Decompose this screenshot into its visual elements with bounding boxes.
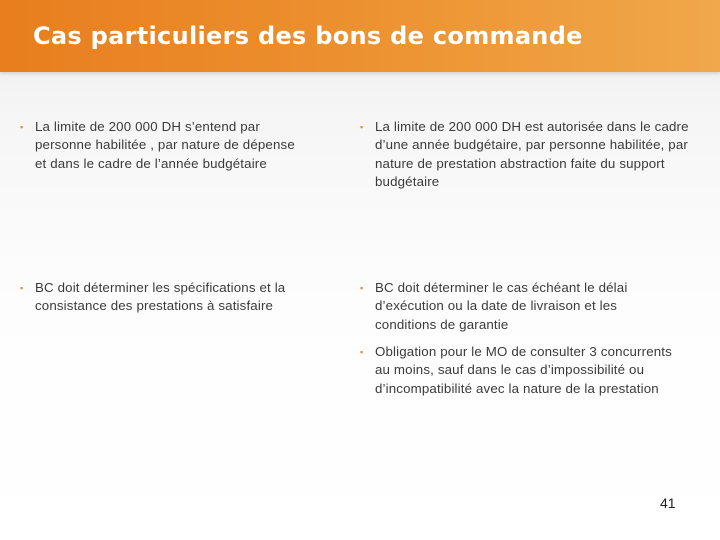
bullet-icon: ▪ <box>360 122 364 132</box>
bullet-icon: ▪ <box>20 283 24 293</box>
bullet-icon: ▪ <box>20 122 24 132</box>
slide-title: Cas particuliers des bons de commande <box>33 22 583 50</box>
bullet-text: Obligation pour le MO de consulter 3 concurrents au moins, sauf dans le cas d’impossibilité ou d’incompatibilité avec la nature de la prestation <box>375 344 672 396</box>
page-number: 41 <box>660 495 676 511</box>
bullet-icon: ▪ <box>360 347 364 357</box>
bullet-item-right-3 <box>360 343 690 398</box>
bullet-text: La limite de 200 000 DH s’entend par personne habilitée , par nature de dépense et dans le cadre de l’année budgétaire <box>35 119 295 171</box>
bullet-item-left-1 <box>20 118 305 173</box>
title-bar <box>0 0 720 72</box>
bullet-item-right-2 <box>360 279 675 334</box>
bullet-item-right-1 <box>360 118 705 191</box>
bullet-item-left-2 <box>20 279 325 316</box>
bullet-text: La limite de 200 000 DH est autorisée dans le cadre d’une année budgétaire, par personne habilitée, par nature de prestation abstraction faite du support budgétaire <box>375 119 689 189</box>
bullet-text: BC doit déterminer le cas échéant le délai d’exécution ou la date de livraison et les conditions de garantie <box>375 280 628 332</box>
bullet-text: BC doit déterminer les spécifications et la consistance des prestations à satisfaire <box>35 280 286 314</box>
bullet-icon: ▪ <box>360 283 364 293</box>
